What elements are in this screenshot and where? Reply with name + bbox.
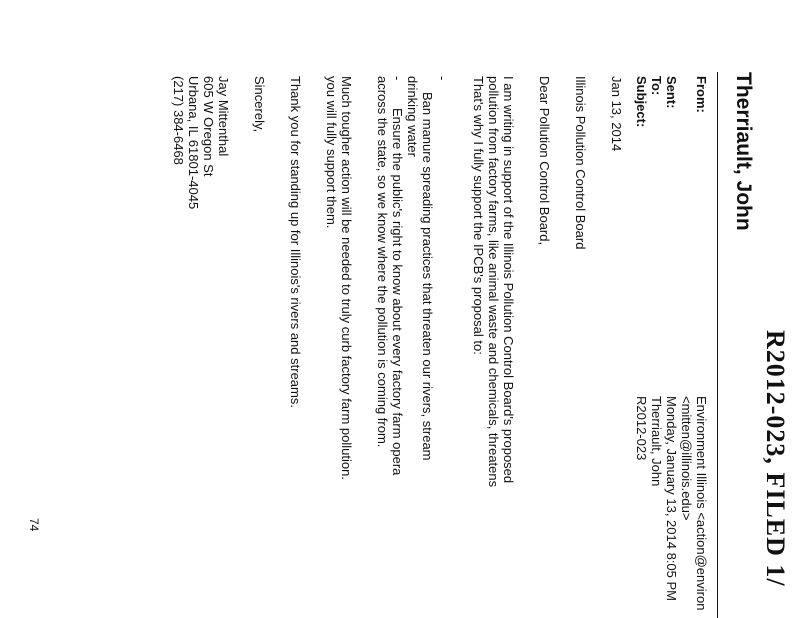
page-number: 74: [27, 518, 41, 532]
header-row-sent: [664, 76, 679, 610]
header-label: [679, 76, 694, 396]
letter-closing: Sincerely,: [252, 76, 267, 133]
filing-stamp: R2012-023, FILED 1/: [761, 330, 790, 587]
header-value: Monday, January 13, 2014 8:05 PM: [664, 396, 679, 601]
signature-block: [171, 76, 231, 618]
letter-salutation: Dear Pollution Control Board,: [537, 76, 552, 246]
header-row-from: [694, 76, 709, 610]
header-row-subject: [634, 76, 649, 610]
paragraph-line: pollution from factory farms, like animal waste and chemicals, threatens: [486, 76, 501, 488]
bullet-dash: -: [390, 76, 405, 81]
signature-name: Jay Mittenthal: [216, 76, 231, 157]
header-divider: [717, 72, 718, 618]
header-label: Subject:: [634, 76, 649, 128]
header-value: Therriault, John: [649, 396, 664, 487]
paragraph-line: Much tougher action will be needed to truly curb factory farm pollution.: [339, 76, 354, 480]
bullet-line: Ensure the public's right to know about every factory farm opera: [390, 108, 405, 476]
letter-recipient: Illinois Pollution Control Board: [573, 76, 588, 250]
paragraph-line: you will fully support them.: [324, 76, 339, 229]
bullet-line: drinking water: [405, 76, 420, 157]
header-value: R2012-023: [634, 396, 649, 461]
bullet-dash: -: [435, 76, 450, 81]
letter-body: [171, 76, 624, 618]
header-value: Environment Illinois <action@environ: [694, 396, 709, 611]
bullet-line: Ban manure spreading practices that threaten our rivers, stream: [420, 92, 435, 461]
paragraph-line: I am writing in support of the Illinois Pollution Control Board's proposed: [501, 76, 516, 484]
signature-address-line: 605 W Oregon St: [201, 76, 216, 177]
header-row-from-cont: [679, 76, 694, 610]
bullet-item-1: [375, 76, 450, 618]
email-header: [634, 76, 709, 610]
letter-thanks: Thank you for standing up for Illinois's rivers and streams.: [288, 76, 303, 408]
header-label: Sent:: [664, 76, 679, 109]
signature-address-line: Urbana, IL 61801-4045: [186, 76, 201, 210]
bullet-line: across the state, so we know where the pollution is coming from.: [375, 76, 390, 448]
letter-paragraph-2: [324, 76, 354, 618]
header-label: From:: [694, 76, 709, 113]
sender-name: Therriault, John: [732, 72, 755, 231]
header-label: To:: [649, 76, 664, 96]
letter-paragraph-1: [471, 76, 516, 618]
header-value: <mitten@illinois.edu>: [679, 396, 694, 521]
letter-date: Jan 13, 2014: [609, 76, 624, 152]
signature-phone: (217) 384-6468: [171, 76, 186, 165]
header-row-to: [649, 76, 664, 610]
paragraph-line: That's why I fully support the IPCB's proposal to:: [471, 76, 486, 355]
